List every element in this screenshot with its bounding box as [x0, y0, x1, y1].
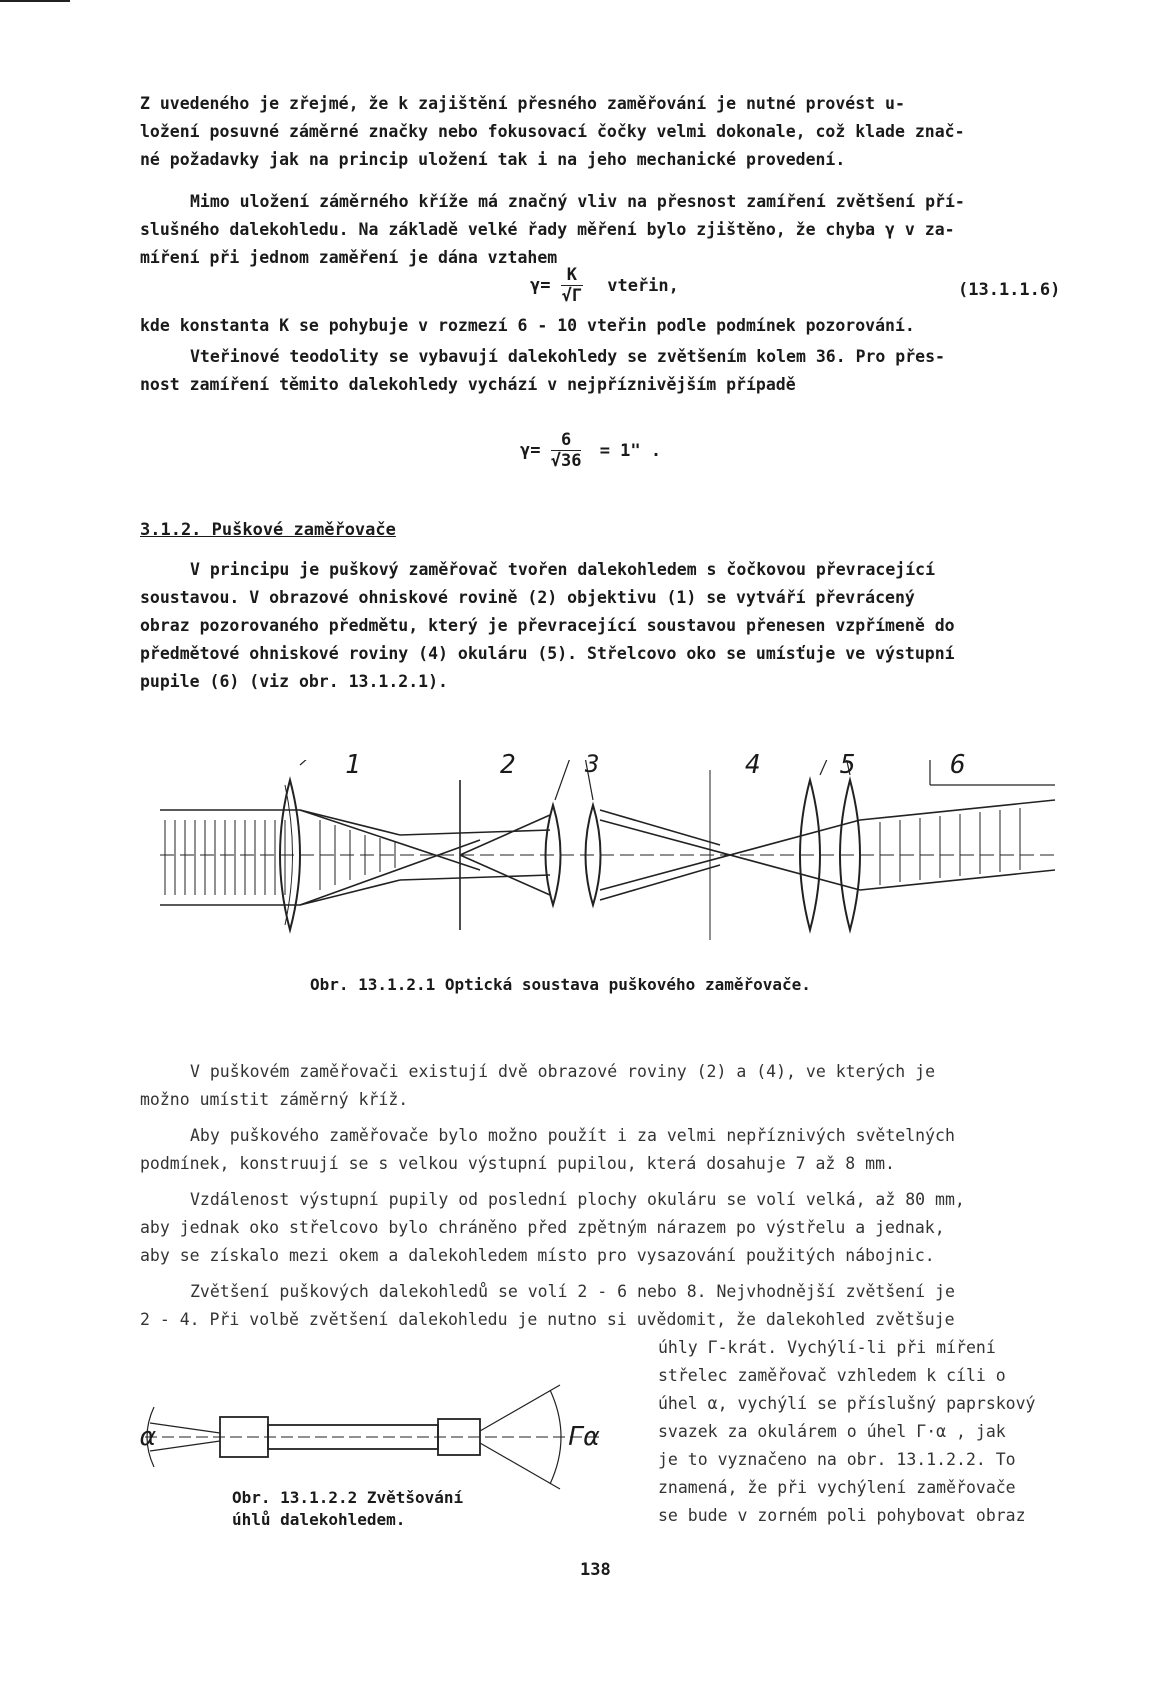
- text-line: né požadavky jak na princip uložení tak i na jeho mechanické provedení.: [140, 150, 846, 169]
- formula-gamma-k: [530, 265, 679, 306]
- label-2: 2: [500, 750, 516, 780]
- fraction: [561, 265, 583, 306]
- paragraph-4: [140, 343, 1085, 399]
- fraction-numerator: K: [561, 265, 583, 286]
- formula-gamma-result: [520, 430, 661, 471]
- text-line: obraz pozorovaného předmětu, který je převracející soustavou přenesen vzpřímeně do: [140, 616, 955, 635]
- text-line: aby jednak oko střelcovo bylo chráněno před zpětným nárazem po výstřelu a jednak,: [140, 1218, 945, 1237]
- equation-number: (13.1.1.6): [958, 280, 1061, 300]
- formula-lhs: γ=: [530, 275, 551, 296]
- text-line: pupile (6) (viz obr. 13.1.2.1).: [140, 672, 448, 691]
- text-line: Mimo uložení záměrného kříže má značný vliv na přesnost zamíření zvětšení pří-: [190, 192, 965, 211]
- text-line: možno umístit záměrný kříž.: [140, 1090, 409, 1109]
- text-line: aby se získalo mezi okem a dalekohledem místo pro vysazování použitých nábojnic.: [140, 1246, 935, 1265]
- optical-system-diagram: [160, 760, 1060, 960]
- paragraph-9: [140, 1278, 1085, 1334]
- page-number: 138: [580, 1560, 611, 1580]
- text-line: soustavou. V obrazové ohniskové rovině (2) objektivu (1) se vytváří převrácený: [140, 588, 915, 607]
- text-line: znamená, že při vychýlení zaměřovače: [658, 1478, 1016, 1497]
- formula-rhs: = 1" .: [599, 440, 662, 461]
- text-line: svazek za okulárem o úhel Γ·α , jak: [658, 1422, 1006, 1441]
- label-1: 1: [345, 750, 361, 780]
- label-3: 3: [585, 750, 600, 778]
- text-line: střelec zaměřovač vzhledem k cíli o: [658, 1366, 1006, 1385]
- paragraph-5: [140, 556, 1085, 696]
- paragraph-2: [140, 188, 1085, 272]
- fraction: [551, 430, 582, 471]
- paragraph-1: [140, 90, 1085, 174]
- formula-lhs: γ=: [520, 440, 541, 461]
- fraction-numerator: 6: [551, 430, 582, 451]
- text-line: kde konstanta K se pohybuje v rozmezí 6 - 10 vteřin podle podmínek pozorování.: [140, 316, 915, 335]
- top-rule: [0, 0, 70, 2]
- label-4: 4: [745, 750, 761, 780]
- gamma-alpha-label: Γα: [568, 1422, 600, 1452]
- text-line: Aby puškového zaměřovače bylo možno použít i za velmi nepříznivých světelných: [190, 1126, 955, 1145]
- label-5: 5: [840, 750, 856, 780]
- text-line: nost zamíření těmito dalekohledy vychází v nejpříznivějším případě: [140, 375, 796, 394]
- text-line: Vteřinové teodolity se vybavují dalekohledy se zvětšením kolem 36. Pro přes-: [190, 347, 945, 366]
- alpha-label: α: [140, 1422, 156, 1452]
- text-line: úhel α, vychýlí se příslušný paprskový: [658, 1394, 1036, 1413]
- text-line: Zvětšení puškových dalekohledů se volí 2 - 6 nebo 8. Nejvhodnější zvětšení je: [190, 1282, 955, 1301]
- formula-unit: vteřin,: [607, 275, 679, 296]
- paragraph-3: [140, 312, 1085, 340]
- text-line: ložení posuvné záměrné značky nebo fokusovací čočky velmi dokonale, což klade znač-: [140, 122, 965, 141]
- section-heading: 3.1.2. Puškové zaměřovače: [140, 520, 396, 540]
- label-6: 6: [950, 750, 966, 780]
- text-line: V principu je puškový zaměřovač tvořen dalekohledem s čočkovou převracející: [190, 560, 936, 579]
- paragraph-10: [658, 1334, 1088, 1530]
- text-line: míření při jednom zaměření je dána vztahem: [140, 248, 558, 267]
- text-line: se bude v zorném poli pohybovat obraz: [658, 1506, 1026, 1525]
- text-line: předmětové ohniskové roviny (4) okuláru (5). Střelcovo oko se umísťuje ve výstupní: [140, 644, 955, 663]
- paragraph-7: [140, 1122, 1085, 1178]
- text-line: Vzdálenost výstupní pupily od poslední plochy okuláru se volí velká, až 80 mm,: [190, 1190, 965, 1209]
- text-line: Z uvedeného je zřejmé, že k zajištění přesného zaměřování je nutné provést u-: [140, 94, 905, 113]
- fraction-denominator: √Γ: [561, 286, 583, 306]
- text-line: 2 - 4. Při volbě zvětšení dalekohledu je nutno si uvědomit, že dalekohled zvětšuje: [140, 1310, 955, 1329]
- telescope-angle-diagram: [140, 1375, 610, 1495]
- figure-2-caption-line-1: Obr. 13.1.2.2 Zvětšování: [232, 1488, 464, 1507]
- paragraph-6: [140, 1058, 1085, 1114]
- text-line: V puškovém zaměřovači existují dvě obrazové roviny (2) a (4), ve kterých je: [190, 1062, 936, 1081]
- text-line: úhly Γ-krát. Vychýlí-li při míření: [658, 1338, 996, 1357]
- text-line: je to vyznačeno na obr. 13.1.2.2. To: [658, 1450, 1016, 1469]
- figure-1-caption: Obr. 13.1.2.1 Optická soustava puškového zaměřovače.: [310, 975, 811, 994]
- text-line: slušného dalekohledu. Na základě velké řady měření bylo zjištěno, že chyba γ v za-: [140, 220, 955, 239]
- paragraph-8: [140, 1186, 1085, 1270]
- text-line: podmínek, konstruují se s velkou výstupní pupilou, která dosahuje 7 až 8 mm.: [140, 1154, 895, 1173]
- figure-2-caption-line-2: úhlů dalekohledem.: [232, 1510, 406, 1529]
- fraction-denominator: √36: [550, 451, 582, 471]
